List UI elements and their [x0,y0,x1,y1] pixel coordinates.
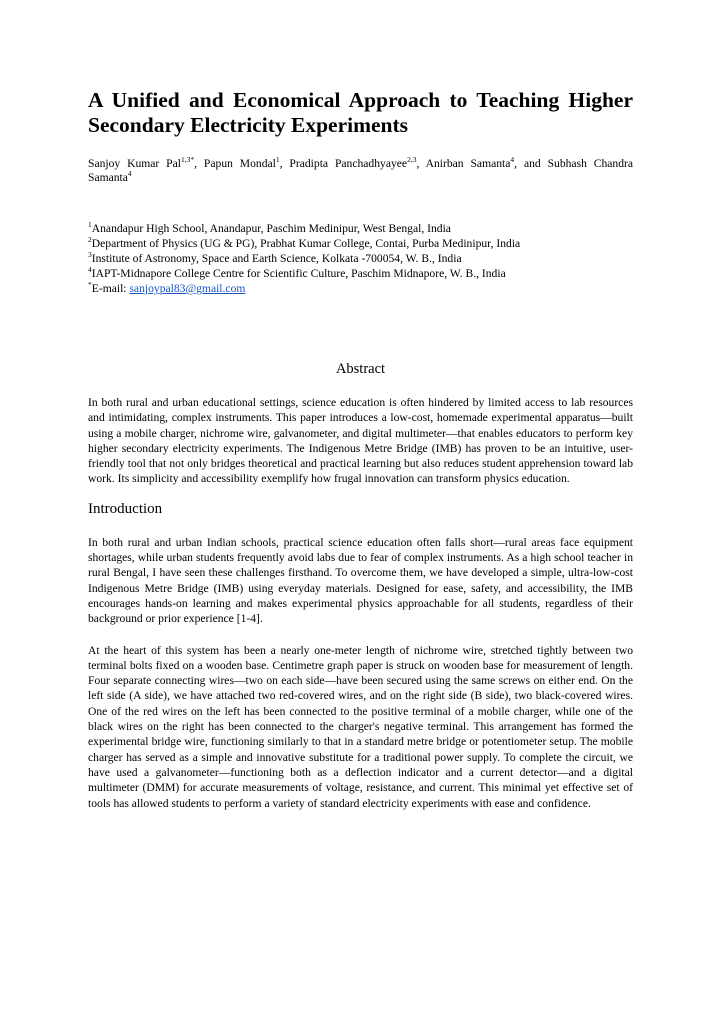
paper-title: A Unified and Economical Approach to Teaching Higher Secondary Electricity Experiments [88,88,633,137]
author-4: Anirban Samanta$^4$, and [425,155,548,170]
author-5: Subhash Chandra Samanta$^4$ [88,157,634,184]
affiliation-2: $^2$Department of Physics (UG & PG), Prabhat Kumar College, Contai, Purba Medinipur, India [88,235,521,250]
introduction-heading: Introduction [88,500,163,517]
author-list [88,157,633,185]
author-1: Sanjoy Kumar Pal$^{1,3*}$, [88,155,204,170]
author-2: Papun Mondal$^1$, [203,155,290,170]
abstract-text: In both rural and urban educational settings, science education is often hindered by limited access to lab resources and intimidating, complex instruments. This paper introduces a low-cost, homemade experimental apparatus—built using a mobile charger, nichrome wire, galvanometer, and digital multimeter—that enables educators to perform key higher secondary electricity experiments. The Indigenous Metre Bridge (IMB) has proven to be an intuitive, user-friendly tool that not only bridges theoretical and practical learning but also reduces student apprehension toward lab work. Its simplicity and accessibility exemplify how frugal innovation can transform physics education. [88,396,633,486]
affiliation-list [88,221,633,296]
abstract-heading: Abstract [335,361,386,377]
contact-email: *E-mail: sanjoypal83@gmail.com [88,280,246,295]
author-3: Pradipta Panchadhyayee$^{2,3}$, [289,155,426,170]
affiliation-1: $^1$Anandapur High School, Anandapur, Paschim Medinipur, West Bengal, India [88,220,451,235]
affiliation-3: $^3$Institute of Astronomy, Space and Earth Science, Kolkata -700054, W. B., India [88,250,462,265]
introduction-paragraph-1: In both rural and urban Indian schools, practical science education often falls short—rural areas face equipment shortages, while urban students frequently avoid labs due to fear of complex instruments. As a high school teacher in rural Bengal, I have seen these challenges firsthand. To overcome them, we have developed a simple, ultra-low-cost Indigenous Metre Bridge (IMB) using everyday materials. Designed for ease, safety, and accessibility, the IMB encourages hands-on learning and makes experimental physics approachable for all students, regardless of their background or prior experience [1-4]. [88,535,633,626]
affiliation-4: $^4$IAPT-Midnapore College Centre for Scientific Culture, Paschim Midnapore, W. B., India [88,265,506,280]
email-link[interactable]: sanjoypal83@gmail.com [129,282,246,295]
introduction-paragraph-2: At the heart of this system has been a nearly one-meter length of nichrome wire, stretched tightly between two terminal bolts fixed on a wooden base. Centimetre graph paper is struck on wooden base for measurement of length. Four separate connecting wires—two on each side—have been secured using the same screws on either end. On the left side (A side), we have attached two red-covered wires, and on the right side (B side), two black-covered wires. One of the red wires on the left has been connected to the positive terminal of a mobile charger, while one of the black wires on the right has been connected to the charger's negative terminal. This arrangement has formed the experimental bridge wire, functioning similarly to that in a standard metre bridge or potentiometer setup. The mobile charger has served as a simple and innovative substitute for a traditional power supply. To complete the circuit, we have used a galvanometer—functioning both as a deflection indicator and a current detector—and a digital multimeter (DMM) for accurate measurements of voltage, resistance, and current. This minimal yet effective set of tools has allowed students to perform a variety of standard electricity experiments with ease and confidence. [88,643,633,810]
paper-page [88,88,633,811]
